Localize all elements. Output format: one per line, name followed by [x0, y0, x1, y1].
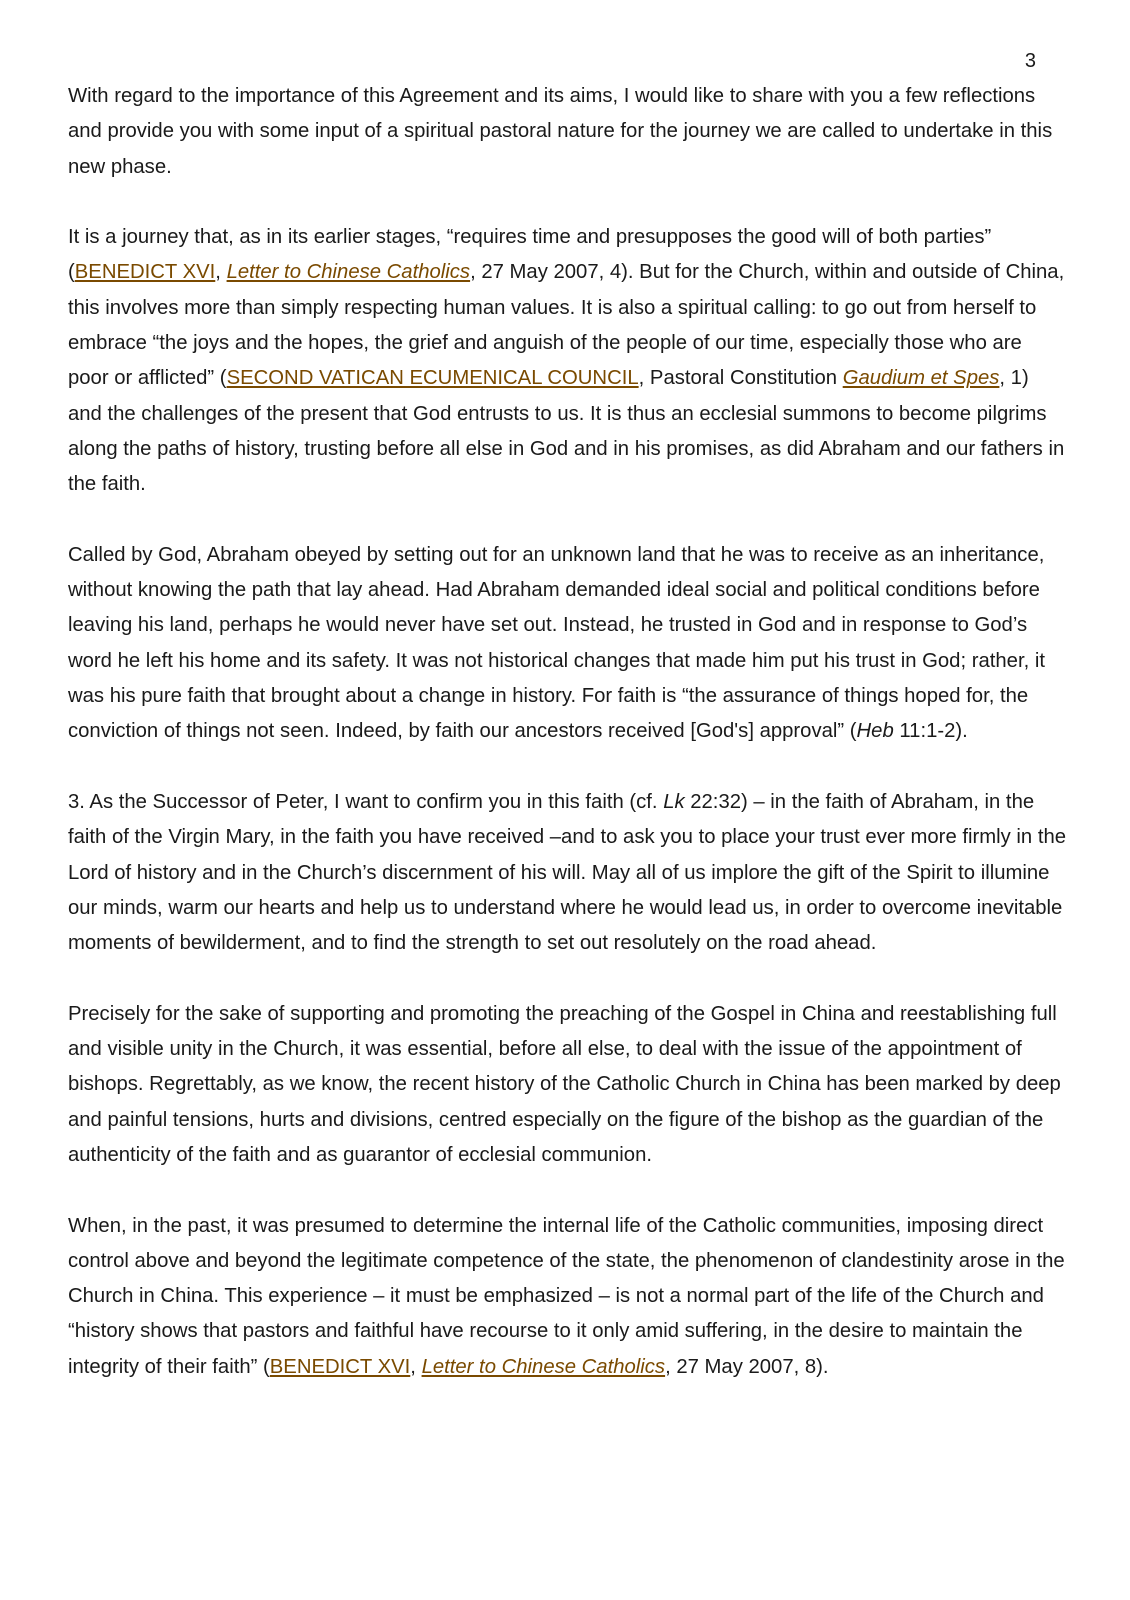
paragraph-2-text-5: , 1) and the challenges of the present that God entrusts to us. It is thus an ecclesial summons to become pilgrims along the paths of history, trusting before all else in God and in his promises, as did Abraham and our fathers in the faith.	[68, 367, 1065, 496]
paragraph-6-text-1: When, in the past, it was presumed to determine the internal life of the Catholic communities, imposing direct control above and beyond the legitimate competence of the state, the phenomenon of clandestinity arose in the Church in China. This experience – it must be emphasized – is not a normal part of the life of the Church and “history shows that pastors and faithful have recourse to it only amid suffering, in the desire to maintain the integrity of their faith” (	[68, 1214, 1065, 1378]
document-body	[68, 79, 1068, 1385]
paragraph-1: With regard to the importance of this Agreement and its aims, I would like to share with you a few reflections and provide you with some input of a spiritual pastoral nature for the journey we are called to undertake in this new phase.	[68, 85, 1053, 178]
paragraph-2-text-3: , 27 May 2007, 4). But for the Church, within and outside of China, this involves more than simply respecting human values. It is also a spiritual calling: to go out from herself to embrace “the joys and the hopes, the grief and anguish of the people of our time, especially those who are poor or afflicted” (	[68, 261, 1065, 390]
paragraph-2	[68, 220, 1068, 502]
gaudium-et-spes-link[interactable]: Gaudium et Spes	[842, 367, 1000, 390]
paragraph-2-text-4: , Pastoral Constitution	[638, 367, 843, 390]
paragraph-5: Precisely for the sake of supporting and promoting the preaching of the Gospel in China and reestablishing full and visible unity in the Church, it was essential, before all else, to deal with the issue of the appointment of bishops. Regrettably, as we know, the recent history of the Catholic Church in China has been marked by deep and painful tensions, hurts and divisions, centred especially on the figure of the bishop as the guardian of the authenticity of the faith and as guarantor of ecclesial communion.	[68, 1002, 1061, 1166]
benedict-xvi-link-2[interactable]: BENEDICT XVI	[269, 1355, 411, 1378]
benedict-xvi-link[interactable]: BENEDICT XVI	[74, 261, 216, 284]
paragraph-2-text-1: It is a journey that, as in its earlier stages, “requires time and presupposes the good will of both parties” (	[68, 226, 992, 284]
paragraph-4-text-2: 22:32) – in the faith of Abraham, in the faith of the Virgin Mary, in the faith you have received –and to ask you to place your trust ever more firmly in the Lord of history and in the Church’s discernment of his will. May all of us implore the gift of the Spirit to illumine our minds, warm our hearts and help us to understand where he would lead us, in order to overcome inevitable moments of bewilderment, and to find the strength to set out resolutely on the road ahead.	[68, 790, 1067, 955]
paragraph-4-text-1: 3. As the Successor of Peter, I want to confirm you in this faith (cf.	[68, 790, 664, 813]
letter-to-chinese-catholics-link-2[interactable]: Letter to Chinese Catholics	[421, 1355, 666, 1378]
paragraph-2-text-2: ,	[215, 261, 227, 284]
paragraph-3-text-1: Called by God, Abraham obeyed by setting out for an unknown land that he was to receive as an inheritance, without knowing the path that lay ahead. Had Abraham demanded ideal social and political conditions before leaving his land, perhaps he would never have set out. Instead, he trusted in God and in response to God’s word he left his home and its safety. It was not historical changes that made him put his trust in God; rather, it was his pure faith that brought about a change in history. For faith is “the assurance of things hoped for, the conviction of things not seen. Indeed, by faith our ancestors received [God's] approval” (	[68, 543, 1045, 743]
paragraph-3-text-2: 11:1-2).	[893, 720, 968, 743]
paragraph-6	[68, 1209, 1068, 1385]
paragraph-6-text-3: , 27 May 2007, 8).	[665, 1355, 829, 1378]
lk-citation: Lk	[663, 790, 685, 813]
heb-citation: Heb	[856, 720, 894, 743]
paragraph-3	[68, 538, 1068, 750]
page-number: 3	[1024, 50, 1036, 72]
paragraph-6-text-2: ,	[410, 1355, 422, 1378]
second-vatican-council-link[interactable]: SECOND VATICAN ECUMENICAL COUNCIL	[226, 367, 639, 390]
paragraph-4	[68, 785, 1068, 961]
letter-to-chinese-catholics-link[interactable]: Letter to Chinese Catholics	[226, 261, 471, 284]
